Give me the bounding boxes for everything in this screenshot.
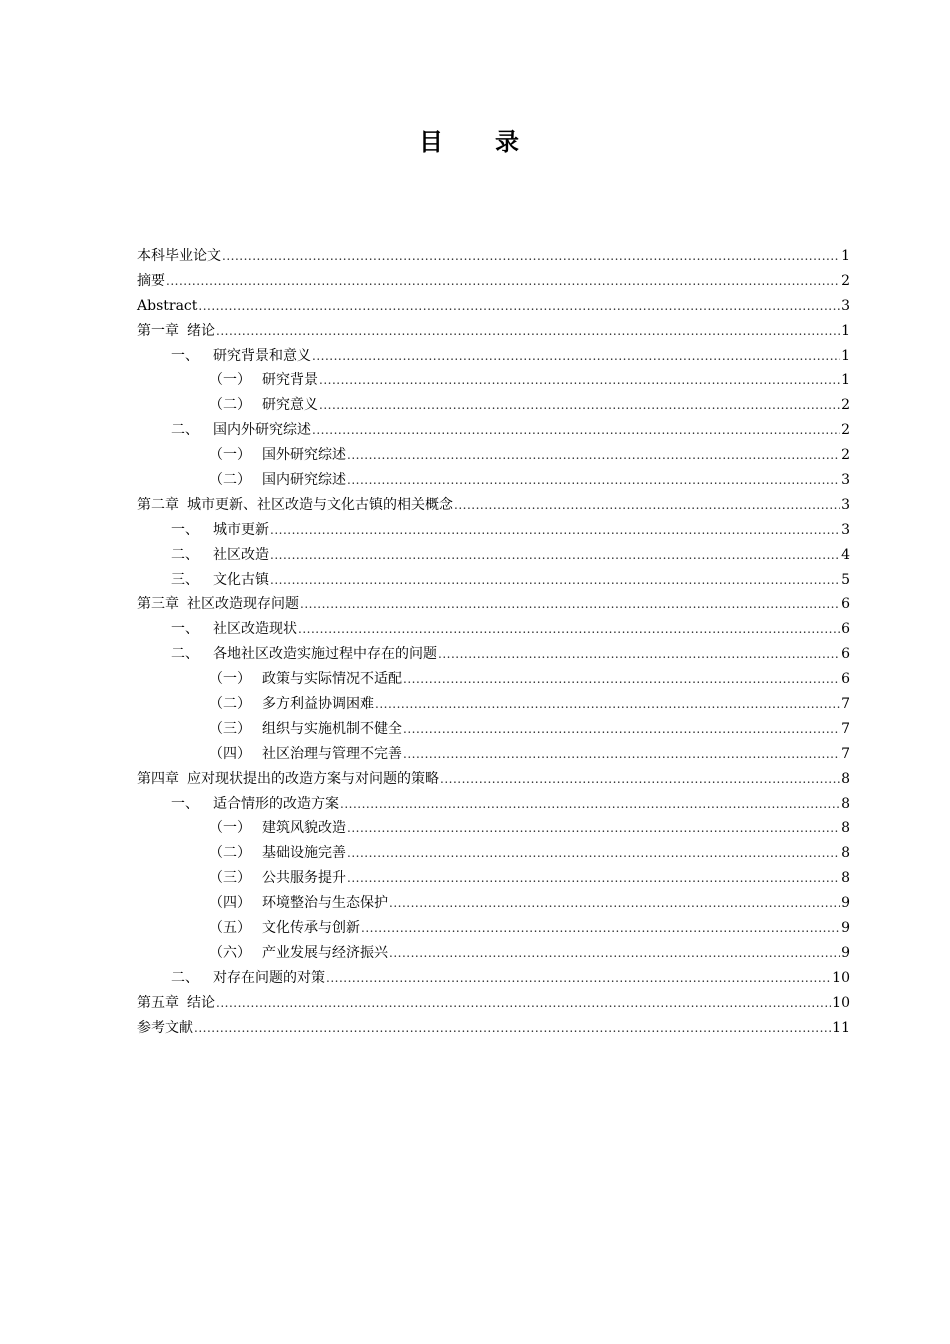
toc-entry-page-number: 2 [841, 397, 850, 414]
dot-leader [403, 742, 840, 767]
dot-leader [222, 244, 840, 269]
toc-entry[interactable] [137, 592, 850, 617]
toc-entry-title: 城市更新 [213, 521, 269, 538]
toc-entry-label: 第四章 [137, 770, 179, 787]
toc-entry-label: 一、 [171, 621, 199, 638]
toc-entry-page-number: 1 [841, 347, 850, 364]
toc-entry-label: 二、 [171, 969, 199, 986]
toc-entry-page-number: 3 [841, 297, 850, 314]
dot-leader [216, 319, 840, 344]
toc-entry-title: 文化传承与创新 [262, 920, 360, 937]
toc-entry-page-number: 9 [841, 944, 850, 961]
toc-entry-title: 适合情形的改造方案 [213, 795, 339, 812]
toc-entry[interactable] [137, 916, 850, 941]
toc-entry-title: 城市更新、社区改造与文化古镇的相关概念 [187, 496, 453, 513]
toc-entry-label: 一、 [171, 347, 199, 364]
toc-entry-page-number: 9 [841, 895, 850, 912]
toc-entry-label: （四） [209, 895, 251, 912]
toc-entry-page-number: 3 [841, 521, 850, 538]
toc-entry-title: 政策与实际情况不适配 [262, 671, 402, 688]
toc-entry-label: （三） [209, 870, 251, 887]
toc-entry-label: 第五章 [137, 994, 179, 1011]
toc-entry[interactable] [137, 692, 850, 717]
toc-entry-page-number: 7 [841, 696, 850, 713]
dot-leader [403, 667, 840, 692]
dot-leader [347, 468, 840, 493]
toc-entry-label: （六） [209, 944, 251, 961]
toc-entry[interactable] [137, 841, 850, 866]
toc-entry[interactable] [137, 443, 850, 468]
toc-entry-page-number: 3 [841, 496, 850, 513]
toc-entry-page-number: 5 [841, 571, 850, 588]
toc-entry-page-number: 6 [841, 596, 850, 613]
dot-leader [361, 916, 840, 941]
toc-entry-page-number: 6 [841, 671, 850, 688]
toc-entry[interactable] [137, 244, 850, 269]
toc-entry-label: 二、 [171, 546, 199, 563]
toc-entry-label: （一） [209, 372, 251, 389]
toc-entry-label: （二） [209, 397, 251, 414]
dot-leader [319, 368, 840, 393]
toc-entry-title: 绪论 [187, 322, 215, 339]
toc-entry-page-number: 1 [841, 248, 850, 264]
dot-leader [347, 816, 840, 841]
toc-entry[interactable] [137, 617, 850, 642]
toc-entry-page-number: 1 [841, 322, 850, 339]
toc-entry[interactable] [137, 468, 850, 493]
table-of-contents [137, 244, 850, 1041]
toc-entry-title: 社区改造 [213, 546, 269, 563]
toc-entry-page-number: 4 [841, 546, 850, 563]
toc-entry[interactable] [137, 816, 850, 841]
toc-entry-title: 环境整治与生态保护 [262, 895, 388, 912]
toc-entry-label: 二、 [171, 646, 199, 663]
toc-entry-title: 社区改造现存问题 [187, 596, 299, 613]
dot-leader [194, 1016, 831, 1041]
toc-entry[interactable] [137, 543, 850, 568]
dot-leader [270, 543, 840, 568]
toc-entry-label: 一、 [171, 521, 199, 538]
toc-entry-page-number: 2 [841, 422, 850, 439]
toc-entry-label: （一） [209, 447, 251, 464]
toc-entry[interactable] [137, 319, 850, 344]
toc-entry-label: 第二章 [137, 496, 179, 513]
toc-entry-title: 社区治理与管理不完善 [262, 745, 402, 762]
dot-leader [300, 592, 840, 617]
dot-leader [319, 393, 840, 418]
toc-entry-title: 研究背景 [262, 372, 318, 389]
dot-leader [389, 941, 840, 966]
toc-entry-title: 对存在问题的对策 [213, 969, 325, 986]
toc-entry[interactable] [137, 866, 850, 891]
dot-leader [438, 642, 840, 667]
toc-entry-page-number: 3 [841, 472, 850, 489]
toc-entry[interactable] [137, 742, 850, 767]
toc-entry-label: （二） [209, 845, 251, 862]
toc-entry-title: 应对现状提出的改造方案与对问题的策略 [187, 770, 439, 787]
toc-entry-label: （五） [209, 920, 251, 937]
toc-entry[interactable] [137, 368, 850, 393]
dot-leader [347, 866, 840, 891]
toc-entry[interactable] [137, 991, 850, 1016]
toc-entry-title: 国内研究综述 [262, 472, 346, 489]
toc-entry-title: 公共服务提升 [262, 870, 346, 887]
dot-leader [216, 991, 831, 1016]
toc-entry-title: 本科毕业论文 [137, 248, 221, 264]
toc-entry-label: 一、 [171, 795, 199, 812]
toc-entry-page-number: 7 [841, 720, 850, 737]
toc-entry-page-number: 7 [841, 745, 850, 762]
dot-leader [389, 891, 840, 916]
toc-entry[interactable] [137, 667, 850, 692]
dot-leader [312, 344, 840, 369]
toc-entry-label: （二） [209, 472, 251, 489]
toc-entry[interactable] [137, 891, 850, 916]
toc-entry-title: 文化古镇 [213, 571, 269, 588]
toc-entry-title: 结论 [187, 994, 215, 1011]
toc-entry-page-number: 11 [832, 1019, 850, 1036]
toc-entry-label: （二） [209, 696, 251, 713]
dot-leader [198, 294, 840, 319]
toc-entry[interactable] [137, 493, 850, 518]
toc-entry-label: （四） [209, 745, 251, 762]
dot-leader [347, 841, 840, 866]
dot-leader [298, 617, 840, 642]
toc-entry-title: 研究背景和意义 [213, 347, 311, 364]
toc-entry-page-number: 2 [841, 272, 850, 289]
toc-entry-page-number: 8 [841, 770, 850, 787]
toc-entry[interactable] [137, 642, 850, 667]
dot-leader [403, 717, 840, 742]
dot-leader [340, 792, 840, 817]
toc-entry-page-number: 8 [841, 870, 850, 887]
toc-entry[interactable] [137, 344, 850, 369]
toc-entry-page-number: 8 [841, 795, 850, 812]
toc-entry-title: 组织与实施机制不健全 [262, 720, 402, 737]
toc-entry-page-number: 10 [832, 994, 850, 1011]
dot-leader [375, 692, 840, 717]
toc-entry-page-number: 1 [841, 372, 850, 389]
toc-entry-title: 多方利益协调困难 [262, 696, 374, 713]
toc-entry-title: 国内外研究综述 [213, 422, 311, 439]
toc-entry-page-number: 10 [832, 969, 850, 986]
toc-entry-label: 三、 [171, 571, 199, 588]
toc-entry-label: 第三章 [137, 596, 179, 613]
dot-leader [270, 568, 840, 593]
toc-entry-page-number: 6 [841, 621, 850, 638]
toc-entry-title: 基础设施完善 [262, 845, 346, 862]
toc-entry[interactable] [137, 792, 850, 817]
toc-entry[interactable] [137, 518, 850, 543]
dot-leader [312, 418, 840, 443]
toc-entry-title: 研究意义 [262, 397, 318, 414]
toc-entry-title: 各地社区改造实施过程中存在的问题 [213, 646, 437, 663]
toc-entry-title: 建筑风貌改造 [262, 820, 346, 837]
dot-leader [166, 269, 840, 294]
toc-entry[interactable] [137, 966, 850, 991]
toc-entry-page-number: 8 [841, 845, 850, 862]
toc-entry-page-number: 9 [841, 920, 850, 937]
toc-entry-label: 二、 [171, 422, 199, 439]
page-title: 目录 [419, 127, 571, 156]
toc-entry[interactable] [137, 767, 850, 792]
toc-entry[interactable] [137, 568, 850, 593]
toc-entry-title: 社区改造现状 [213, 621, 297, 638]
toc-entry-label: （三） [209, 720, 251, 737]
toc-entry-title: Abstract [137, 297, 198, 314]
toc-entry[interactable] [137, 418, 850, 443]
toc-entry-title: 参考文献 [137, 1019, 193, 1036]
toc-entry-label: 第一章 [137, 322, 179, 339]
toc-entry[interactable] [137, 1016, 850, 1041]
toc-entry[interactable] [137, 294, 850, 319]
toc-entry-title: 摘要 [137, 272, 165, 289]
toc-entry[interactable] [137, 393, 850, 418]
toc-entry-label: （一） [209, 820, 251, 837]
toc-entry-title: 国外研究综述 [262, 447, 346, 464]
toc-entry-title: 产业发展与经济振兴 [262, 944, 388, 961]
toc-entry[interactable] [137, 941, 850, 966]
dot-leader [347, 443, 840, 468]
toc-entry-page-number: 6 [841, 646, 850, 663]
toc-entry[interactable] [137, 717, 850, 742]
toc-entry-label: （一） [209, 671, 251, 688]
dot-leader [326, 966, 831, 991]
dot-leader [454, 493, 840, 518]
toc-entry[interactable] [137, 269, 850, 294]
toc-entry-page-number: 8 [841, 820, 850, 837]
dot-leader [440, 767, 840, 792]
toc-entry-page-number: 2 [841, 447, 850, 464]
dot-leader [270, 518, 840, 543]
